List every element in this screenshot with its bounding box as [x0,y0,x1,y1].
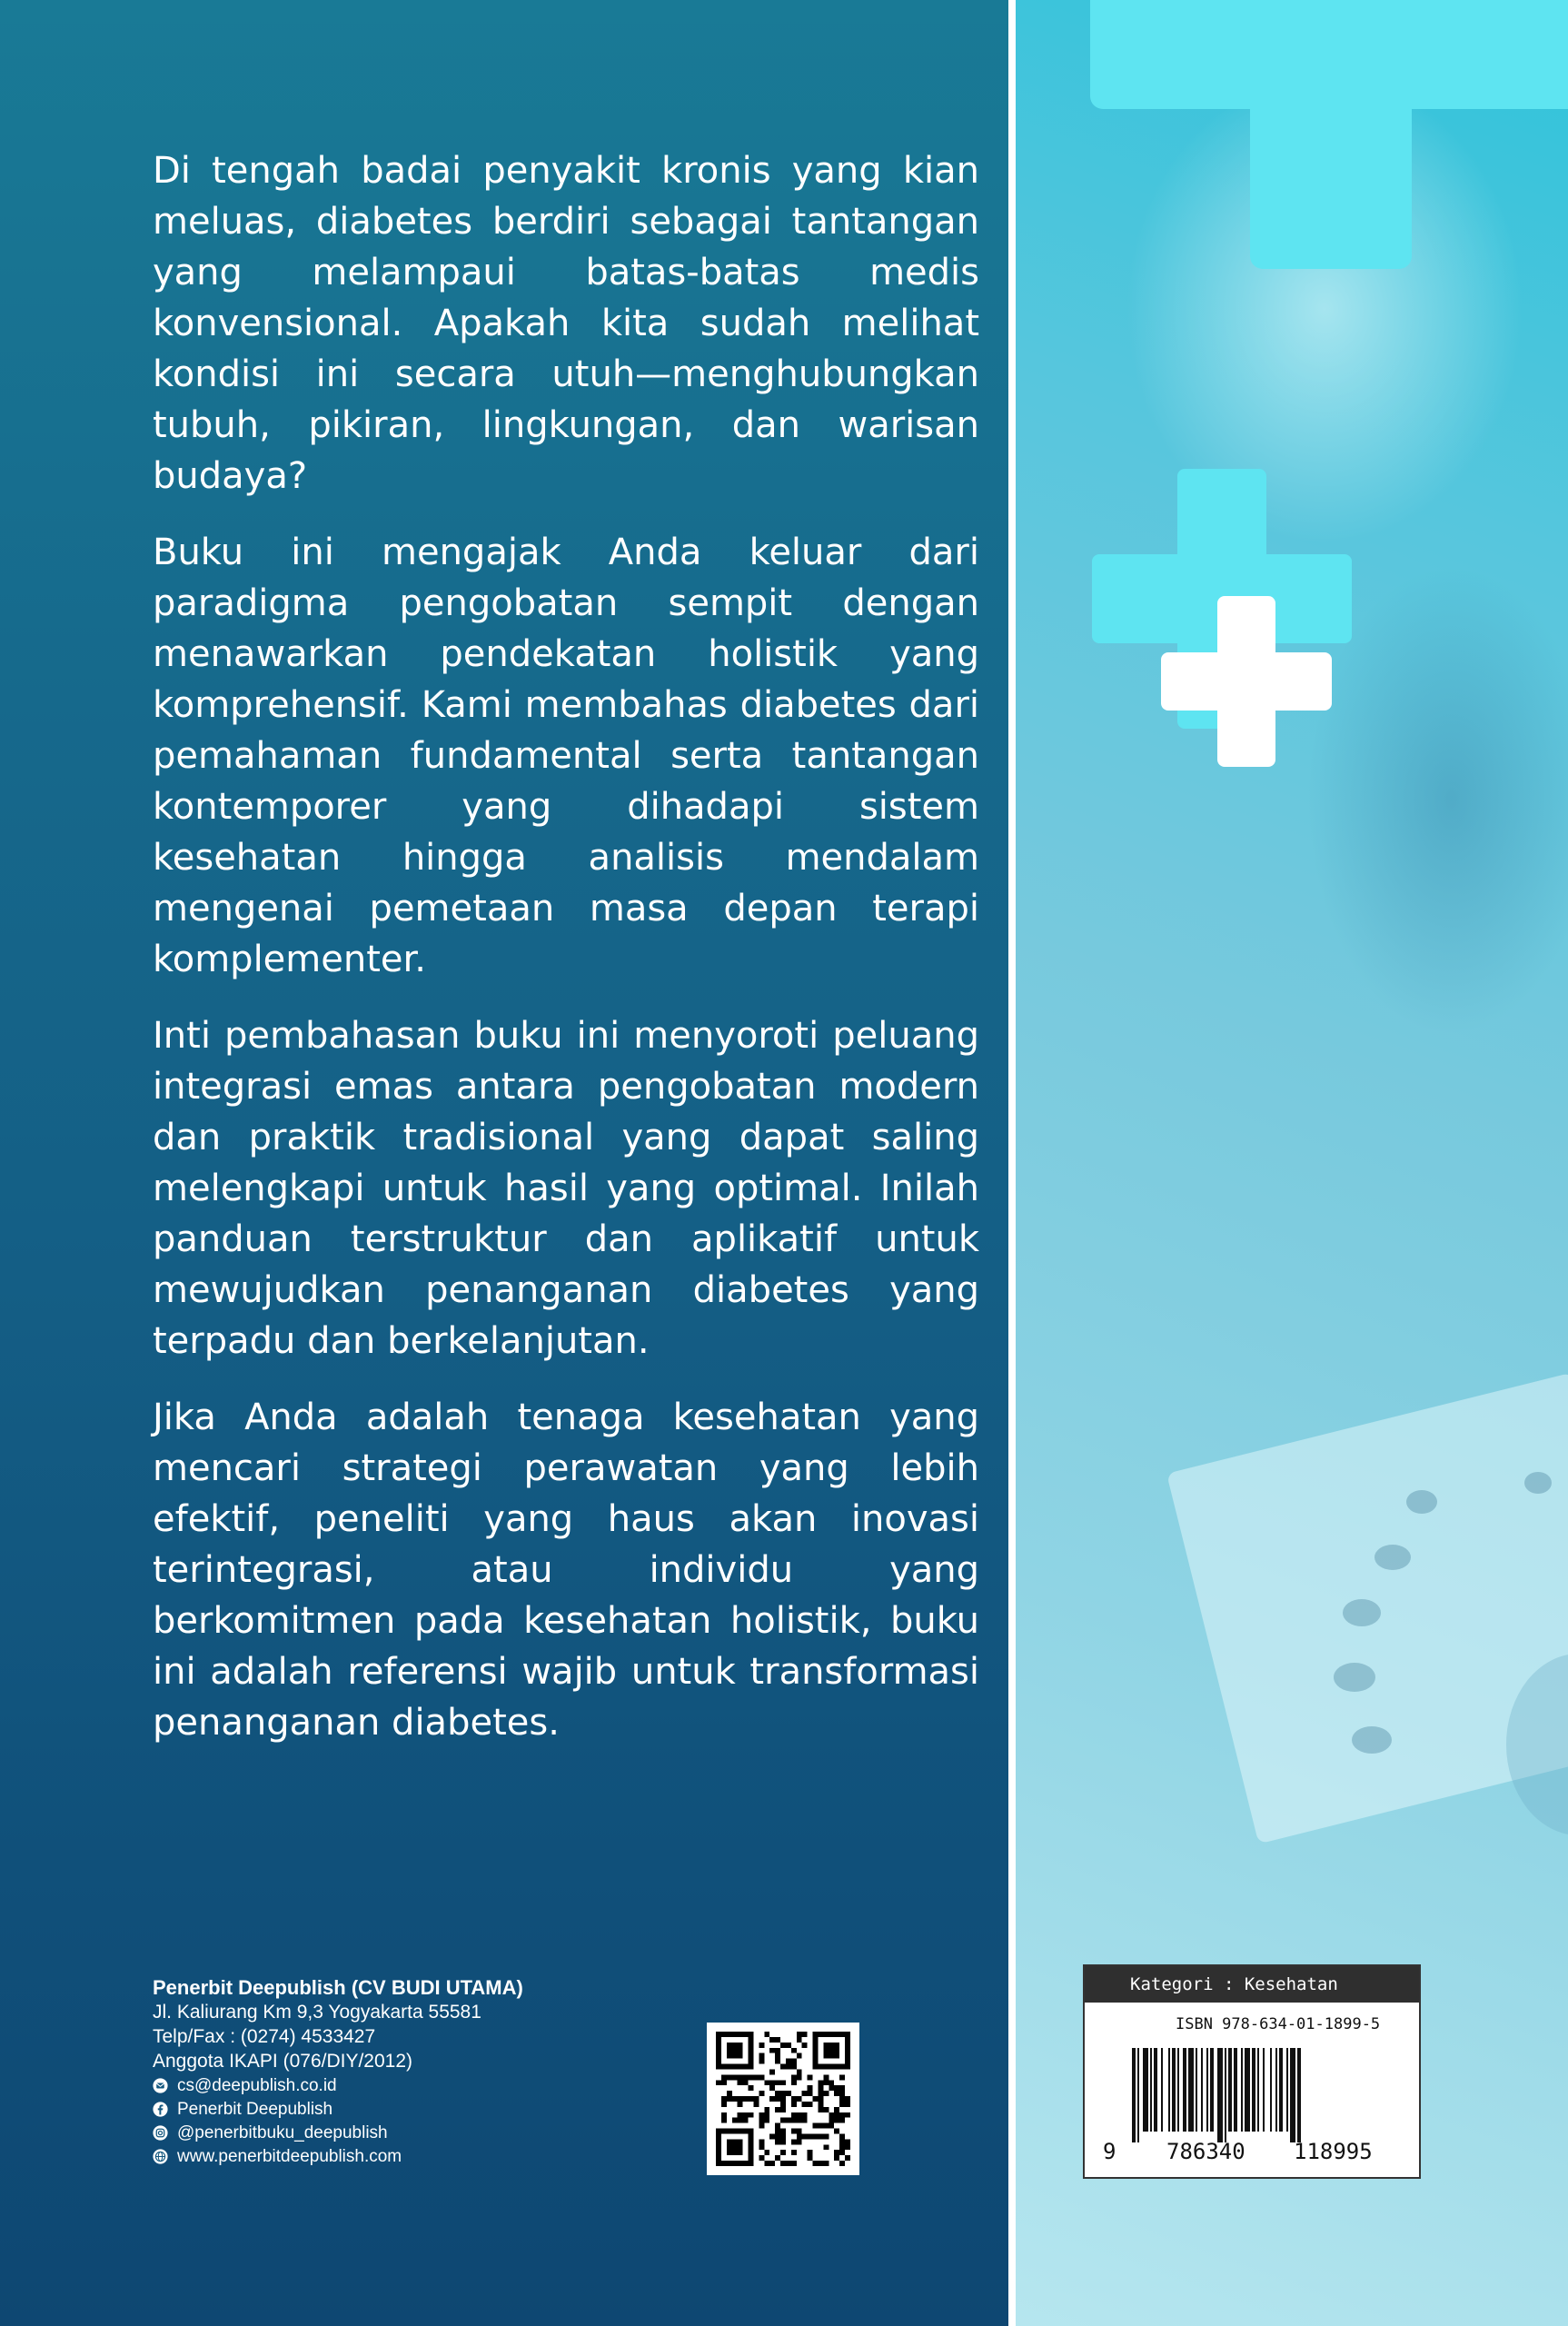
publisher-address: Jl. Kaliurang Km 9,3 Yogyakarta 55581 [153,2002,481,2023]
chart-dot [1343,1599,1381,1626]
isbn-text: ISBN 978-634-01-1899-5 [1176,2015,1381,2033]
barcode-digits-last: 118995 [1294,2139,1373,2164]
barcode-icon [1132,2048,1370,2142]
instagram-text: @penerbitbuku_deepublish [177,2122,388,2142]
chart-dot [1524,1472,1552,1494]
facebook-text: Penerbit Deepublish [177,2099,333,2119]
synopsis-paragraph: Inti pembahasan buku ini menyoroti peluang integrasi emas antara pengobatan modern dan praktik tradisional yang dapat saling melengkapi untuk hasil yang optimal. Inilah panduan terstruktur dan aplikatif untuk mewujudkan penanganan diabetes yang terpadu dan berkelanjutan. [153,1015,979,1362]
instagram-icon [153,2125,168,2141]
publisher-name: Penerbit Deepublish (CV BUDI UTAMA) [153,1976,523,1999]
publisher-phone: Telp/Fax : (0274) 4533427 [153,2026,376,2047]
category-label: Kategori : Kesehatan [1085,1966,1419,2003]
chart-dot [1334,1663,1375,1692]
synopsis-paragraph: Jika Anda adalah tenaga kesehatan yang mencari strategi perawatan yang lebih efektif, peneliti yang haus akan inovasi terintegrasi, atau individu yang berkomitmen pada kesehatan holistik, buku ini adalah referensi wajib untuk transformasi penanganan diabetes. [153,1397,979,1744]
publisher-member: Anggota IKAPI (076/DIY/2012) [153,2051,413,2072]
synopsis-text [153,145,979,1774]
synopsis-paragraph: Buku ini mengajak Anda keluar dari paradigma pengobatan sempit dengan menawarkan pendekatan holistik yang komprehensif. Kami membahas diabetes dari pemahaman fundamental serta tantangan kontemporer yang dihadapi sistem kesehatan hingga analisis mendalam mengenai pemetaan masa depan terapi komplementer. [153,532,979,980]
globe-icon [153,2149,168,2164]
large-plus-icon [1090,0,1568,273]
website-text: www.penerbitdeepublish.com [177,2146,402,2166]
barcode-digit-first: 9 [1103,2139,1116,2164]
panel-divider [1008,0,1016,2326]
publisher-info [153,1975,523,2168]
chart-dot [1374,1545,1411,1570]
contact-facebook [153,2097,523,2121]
chart-dot [1352,1726,1392,1754]
synopsis-paragraph: Di tengah badai penyakit kronis yang kian meluas, diabetes berdiri sebagai tantangan yang melampaui batas-batas medis konvensional. Apakah kita sudah melihat kondisi ini secara utuh—menghubungkan tubuh, pikiran, lingkungan, dan warisan budaya? [153,150,979,497]
isbn-barcode-box [1083,1964,1421,2179]
barcode-digits-middle: 786340 [1166,2139,1245,2164]
contact-website [153,2144,523,2168]
facebook-icon [153,2102,168,2117]
small-white-plus-icon [1161,596,1332,767]
email-icon [153,2078,168,2093]
email-text: cs@deepublish.co.id [177,2075,337,2095]
contact-email [153,2073,523,2097]
qr-code [707,2023,859,2175]
chart-dot [1406,1490,1437,1514]
contact-instagram [153,2121,523,2144]
